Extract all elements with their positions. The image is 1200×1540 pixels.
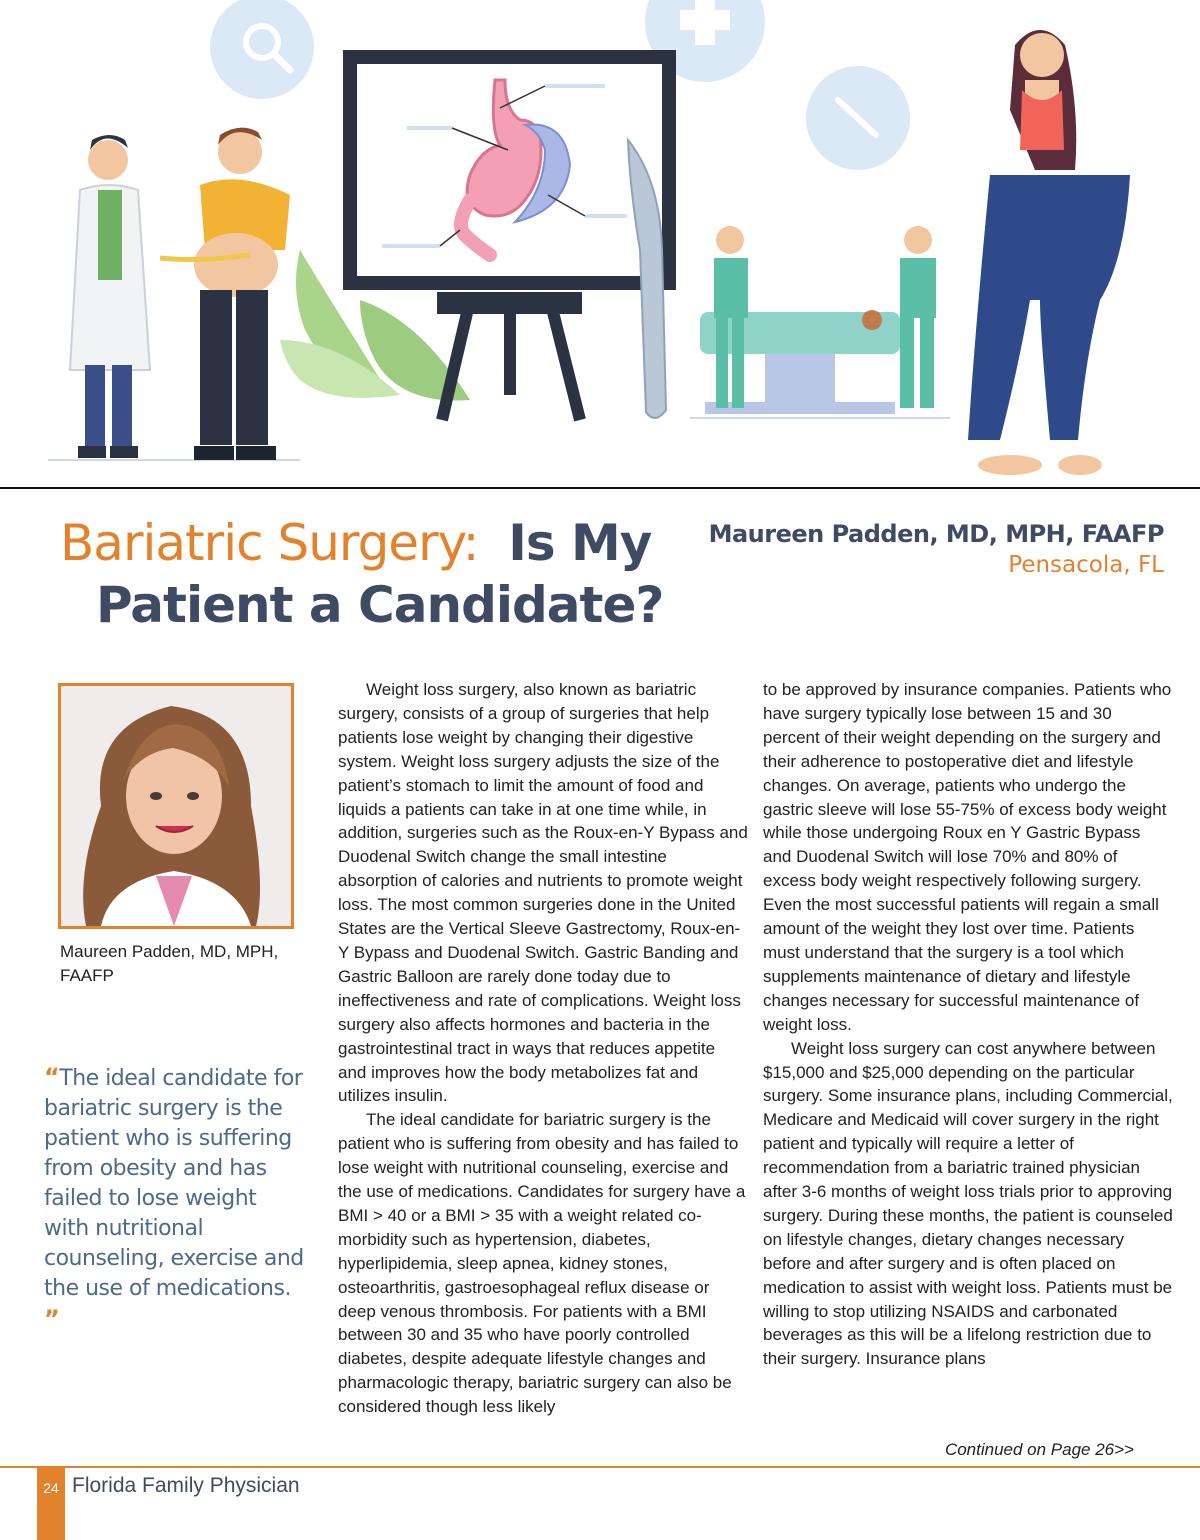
header-divider [0,487,1200,489]
author-name: Maureen Padden, MD, MPH, FAAFP [708,520,1164,548]
doctor-figure [70,135,150,458]
weight-loss-figure [968,30,1130,475]
magazine-name: Florida Family Physician [72,1474,300,1497]
paragraph-1: Weight loss surgery, also known as bariatric surgery, consists of a group of surgeries that help patients lose weight by changing their digestive system. Weight loss surgery adjusts the size of the patient’s stomach to limit the amount of food and liquids a patients can take in at one time while, in addition, surgeries such as the Roux-en-Y Bypass and Duodenal Switch change the small intestine absorption of calories and nutrients to promote weight loss. The most common surgeries done in the United States are the Vertical Sleeve Gastrectomy, Roux-en-Y Bypass and Duodenal Switch. Gastric Banding and Gastric Balloon are rarely done today due to ineffectiveness and rate of complications. Weight loss surgery also affects hormones and bacteria in the gastrointestinal tract in ways that reduces appetite and improves how the body metabolizes fat and utilizes insulin. [338,680,748,1106]
footer-rule [0,1466,1200,1468]
page-number-bar [37,1466,65,1540]
body-column-2 [763,678,1173,1371]
page-number: 24 [43,1480,59,1496]
surgery-scene [700,226,936,414]
portrait-illustration [61,686,291,926]
article-title [60,512,700,636]
pull-quote-text: The ideal candidate for bariatric surgery is the patient who is suffering from obesity and has failed to lose weight with nutritional counseling, exercise and the use of medications. [44,1066,304,1301]
author-photo [58,683,294,929]
body-column-1 [338,678,748,1419]
close-quote-mark: ” [44,1305,60,1333]
bariatric-illustration [0,0,1200,488]
hero-illustration [0,0,1200,488]
byline [709,520,1164,578]
pull-quote [44,1062,306,1336]
paragraph-3: to be approved by insurance companies. Patients who have surgery typically lose between 15 and 30 percent of their weight depending on the surgery and their adherence to postoperative diet and lifestyle changes. On average, patients who undergo the gastric sleeve will lose 55-75% of excess body weight while those undergoing Roux en Y Gastric Bypass and Duodenal Switch will lose 70% and 80% of excess body weight respectively following surgery. Even the most successful patients will regain a small amount of the weight they lost over time. Patients must understand that the surgery is a tool which supplements maintenance of dietary and lifestyle changes necessary for successful maintenance of weight loss. [763,680,1172,1034]
title-part2: Is My [508,514,652,572]
title-line2: Patient a Candidate? [96,576,664,634]
search-bubble [210,0,314,99]
paragraph-2: The ideal candidate for bariatric surgery is the patient who is suffering from obesity and has failed to lose weight with nutritional counseling, exercise and the use of medications. Candidates for surgery have a BMI > 40 or a BMI > 35 with a weight related co-morbidity such as hypertension, diabetes, hyperlipidemia, sleep apnea, kidney stones, osteoarthritis, gastroesophageal reflux disease or deep venous thrombosis. For patients with a BMI between 30 and 35 who have poorly controlled diabetes, despite adequate lifestyle changes and pharmacologic therapy, bariatric surgery can also be considered though less likely [338,1110,746,1417]
patient-figure [160,128,290,460]
title-part1: Bariatric Surgery: [60,514,479,572]
author-location: Pensacola, FL [1008,552,1164,578]
open-quote-mark: “ [44,1063,60,1091]
photo-caption: Maureen Padden, MD, MPH, FAAFP [60,942,279,985]
continued-link[interactable]: Continued on Page 26>> [944,1440,1134,1459]
oversized-pants [968,175,1130,440]
paragraph-4: Weight loss surgery can cost anywhere between $15,000 and $25,000 depending on the particular surgery. Some insurance plans, including Commercial, Medicare and Medicaid will cover surgery in the right patient and typically will require a letter of recommendation from a bariatric trained physician after 3-6 months of weight loss trials prior to approving surgery. During these months, the patient is counseled on lifestyle changes, dietary changes necessary before and after surgery and is often placed on medication to assist with weight loss. Patients must be willing to stop utilizing NSAIDS and carbonated beverages as this will be a lifelong restriction due to their surgery. Insurance plans [763,1038,1173,1369]
